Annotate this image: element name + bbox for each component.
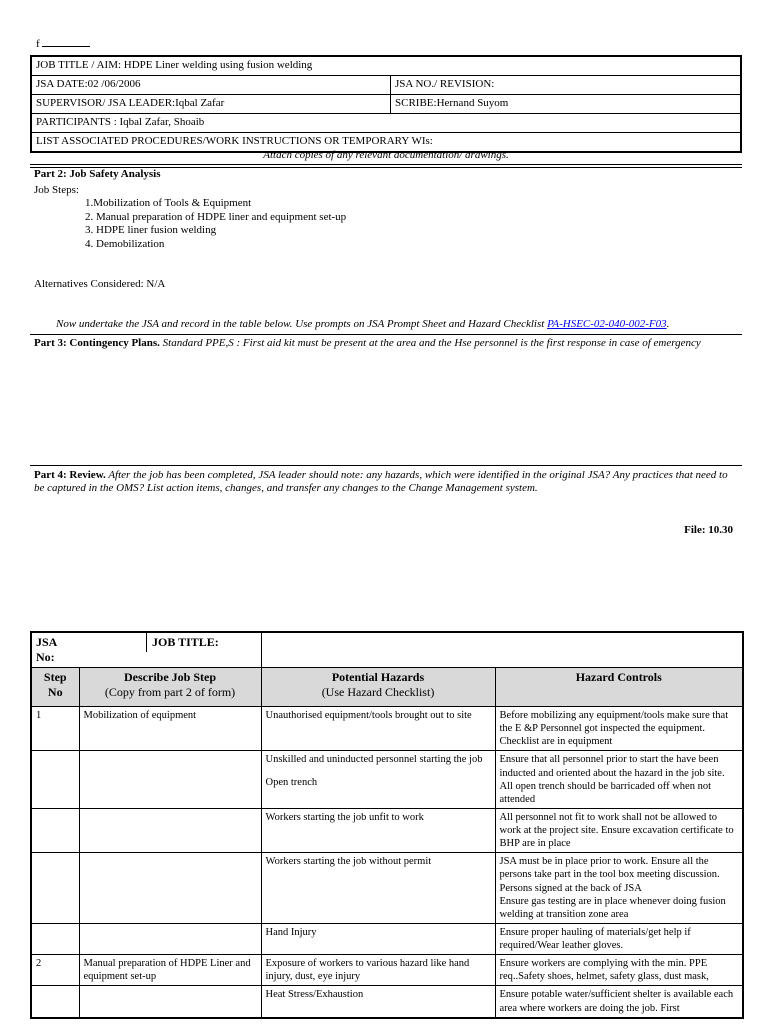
job-title-cell: JOB TITLE / AIM: HDPE Liner welding using fusion welding [31, 56, 741, 76]
control-cell: Ensure that all personnel prior to start the have been inducted and oriented about the hazard in the job site. All open trench should be barricaded off when not attended [495, 751, 743, 809]
col-hazards: Potential Hazards (Use Hazard Checklist) [261, 668, 495, 707]
attach-note: Attach copies of any relevant documentation/ drawings. [263, 149, 509, 161]
alternatives-considered: Alternatives Considered: N/A [34, 278, 166, 290]
part2-heading: Part 2: Job Safety Analysis [34, 168, 161, 180]
col-controls: Hazard Controls [495, 668, 743, 707]
table-row [31, 751, 743, 809]
top-mark: f [36, 37, 90, 51]
job-step-item: 3. HDPE liner fusion welding [85, 224, 217, 236]
part3-rule [30, 334, 742, 335]
jsa-header-table [30, 55, 742, 153]
col-describe: Describe Job Step (Copy from part 2 of form) [79, 668, 261, 707]
desc-cell: Mobilization of equipment [79, 707, 261, 751]
control-cell: Before mobilizing any equipment/tools make sure that the E &P Personnel got inspected the equipment. Checklist are in equipment [495, 707, 743, 751]
desc-cell [79, 751, 261, 809]
part4-section [34, 469, 734, 495]
table-row [31, 923, 743, 954]
desc-cell [79, 853, 261, 924]
control-cell: JSA must be in place prior to work. Ensure all the persons take part in the tool box meeting discussion. Persons signed at the back of JSA Ensure gas testing are in place whenever doing fusion welding at transition zone area [495, 853, 743, 924]
job-steps-list [85, 197, 346, 251]
part3-text: Standard PPE,S : First aid kit must be present at the area and the Hse personnel is the first response in case of emergency [159, 337, 701, 349]
undertake-instructions: Now undertake the JSA and record in the table below. Use prompts on JSA Prompt Sheet and Hazard Checklist PA-HSEC-02-040-002-F03. [56, 318, 670, 330]
desc-cell [79, 986, 261, 1018]
part4-heading: Part 4: Review. [34, 469, 106, 481]
scribe-cell: SCRIBE:Hernand Suyom [391, 95, 742, 114]
table-row [31, 853, 743, 924]
jsa-date-cell: JSA DATE:02 /06/2006 [31, 76, 391, 95]
hazard-cell: Exposure of workers to various hazard like hand injury, dust, eye injury [261, 955, 495, 986]
jsa-no-label: JSA No: [31, 632, 79, 668]
hazard-cell: Unauthorised equipment/tools brought out to site [261, 707, 495, 751]
control-cell: All personnel not fit to work shall not be allowed to work at the project site. Ensure excavation certificate to BHP are in place [495, 808, 743, 852]
supervisor-cell: SUPERVISOR/ JSA LEADER:Iqbal Zafar [31, 95, 391, 114]
table-row [31, 808, 743, 852]
jsa-job-title-label: JOB TITLE: [152, 635, 219, 649]
job-step-item: 2. Manual preparation of HDPE liner and equipment set-up [85, 210, 347, 223]
table-row [31, 707, 743, 751]
control-cell: Ensure workers are complying with the min. PPE req..Safety shoes, helmet, safety glass, dust mask, [495, 955, 743, 986]
part3-heading: Part 3: Contingency Plans. [34, 337, 160, 349]
participants-cell: PARTICIPANTS : Iqbal Zafar, Shoaib [31, 114, 741, 133]
title-divider [146, 632, 147, 652]
hazard-checklist-link[interactable]: PA-HSEC-02-040-002-F03 [547, 318, 667, 330]
jsa-no-cell: JSA NO./ REVISION: [391, 76, 742, 95]
control-cell: Ensure proper hauling of materials/get help if required/Wear leather gloves. [495, 923, 743, 954]
step-cell [31, 808, 79, 852]
part4-text: After the job has been completed, JSA leader should note: any hazards, which were identified in the original JSA? Any practices that need to be captured in the OMS? List action items, changes, and transfer any changes to the Change Management system. [34, 469, 728, 495]
part4-rule [30, 465, 742, 466]
job-step-item: 4. Demobilization [85, 237, 165, 250]
step-cell [31, 923, 79, 954]
desc-cell: Manual preparation of HDPE Liner and equipment set-up [79, 955, 261, 986]
step-cell [31, 986, 79, 1018]
hazard-cell: Hand Injury [261, 923, 495, 954]
control-cell: Ensure potable water/sufficient shelter is available each area where workers are doing the job. First [495, 986, 743, 1018]
hazard-cell: Unskilled and uninducted personnel starting the job Open trench [261, 751, 495, 809]
step-cell [31, 853, 79, 924]
step-cell: 1 [31, 707, 79, 751]
desc-cell [79, 923, 261, 954]
jsa-table [30, 631, 744, 1019]
table-row [31, 986, 743, 1018]
hazard-cell: Heat Stress/Exhaustion [261, 986, 495, 1018]
col-step-no: Step No [31, 668, 79, 707]
job-title-label-spacer [261, 632, 743, 668]
procedures-cell: LIST ASSOCIATED PROCEDURES/WORK INSTRUCTIONS OR TEMPORARY WIs: [31, 133, 741, 153]
hazard-cell: Workers starting the job without permit [261, 853, 495, 924]
step-cell: 2 [31, 955, 79, 986]
step-cell [31, 751, 79, 809]
job-step-item: 1.Mobilization of Tools & Equipment [85, 197, 252, 209]
job-steps-label: Job Steps: [34, 184, 79, 196]
desc-cell [79, 808, 261, 852]
hazard-cell: Workers starting the job unfit to work [261, 808, 495, 852]
part3-section [34, 337, 734, 350]
table-row [31, 955, 743, 986]
file-label: File: 10.30 [684, 524, 733, 536]
